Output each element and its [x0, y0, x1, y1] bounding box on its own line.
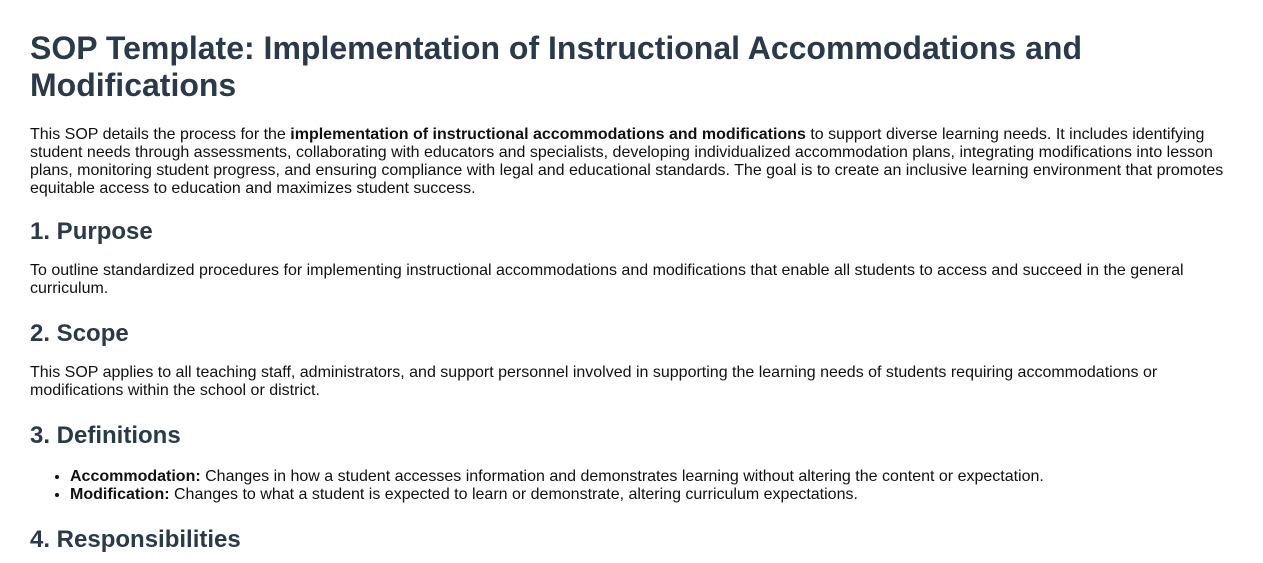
definition-description: Changes in how a student accesses information and demonstrates learning without altering the content or expectation.: [200, 468, 1044, 485]
definition-term: Accommodation:: [70, 468, 201, 485]
page-title: SOP Template: Implementation of Instructional Accommodations and Modifications: [30, 30, 1082, 103]
intro-text-end: to support diverse learning needs. It includes identifying student needs through assessments, collaborating with educators and specialists, developing individualized accommodation plans, integrating modifications into lesson plans, monitoring student progress, and ensuring compliance with legal and educational standards. The goal is to create an inclusive learning environment that promotes equitable access to education and maximizes student success.: [30, 126, 1224, 197]
intro-bold-text: implementation of instructional accommodations and modifications: [290, 126, 806, 143]
list-item: [70, 468, 1233, 486]
section-responsibilities: [30, 526, 1233, 554]
intro-paragraph: [30, 126, 1233, 198]
section-text-scope: This SOP applies to all teaching staff, administrators, and support personnel involved in supporting the learning needs of students requiring accommodations or modifications within the school or district.: [30, 364, 1158, 399]
definitions-list: [30, 468, 1233, 504]
section-purpose: [30, 218, 1233, 298]
section-heading-responsibilities: 4. Responsibilities: [30, 526, 241, 553]
section-heading-purpose: 1. Purpose: [30, 218, 153, 245]
section-heading-definitions: 3. Definitions: [30, 422, 181, 449]
section-heading-scope: 2. Scope: [30, 320, 129, 347]
definition-term: Modification:: [70, 486, 170, 503]
section-definitions: [30, 422, 1233, 504]
intro-text-start: This SOP details the process for the: [30, 126, 291, 143]
definition-description: Changes to what a student is expected to learn or demonstrate, altering curriculum expectations.: [169, 486, 858, 503]
section-scope: [30, 320, 1233, 400]
list-item: [70, 486, 1233, 504]
section-text-purpose: To outline standardized procedures for implementing instructional accommodations and modifications that enable all students to access and succeed in the general curriculum.: [30, 262, 1184, 297]
